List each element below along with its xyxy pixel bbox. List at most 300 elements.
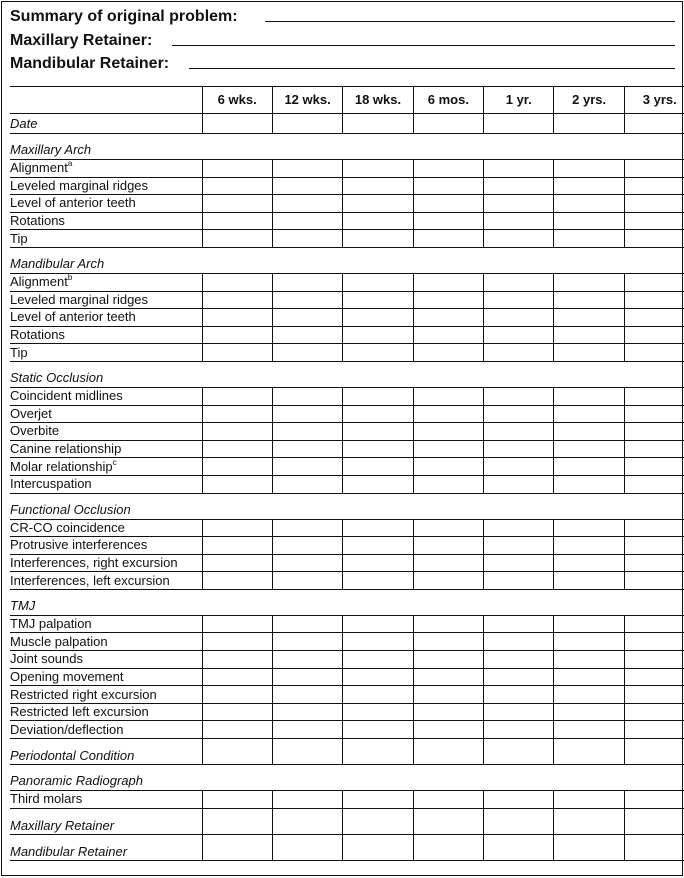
entry-cell[interactable] (413, 387, 483, 405)
entry-cell[interactable] (554, 721, 624, 739)
entry-cell[interactable] (343, 703, 413, 721)
entry-cell[interactable] (554, 440, 624, 458)
entry-cell[interactable] (272, 195, 342, 213)
entry-cell[interactable] (413, 273, 483, 291)
table-row (10, 572, 684, 590)
entry-cell[interactable] (484, 721, 554, 739)
entry-cell[interactable] (624, 326, 684, 344)
section-spacer (202, 493, 272, 519)
entry-cell[interactable] (413, 651, 483, 669)
section-spacer (343, 589, 413, 615)
entry-cell[interactable] (484, 572, 554, 590)
entry-cell[interactable] (554, 686, 624, 704)
entry-cell[interactable] (272, 309, 342, 327)
entry-cell[interactable] (484, 808, 554, 834)
entry-cell[interactable] (413, 721, 483, 739)
entry-cell[interactable] (343, 808, 413, 834)
entry-cell[interactable] (343, 686, 413, 704)
entry-cell[interactable] (484, 834, 554, 860)
retention-checklist-table (10, 86, 684, 861)
entry-cell[interactable] (413, 808, 483, 834)
entry-cell[interactable] (624, 572, 684, 590)
entry-cell[interactable] (554, 230, 624, 248)
column-header-row (10, 87, 684, 114)
entry-cell[interactable] (343, 519, 413, 537)
entry-cell[interactable] (484, 615, 554, 633)
entry-cell[interactable] (624, 537, 684, 555)
entry-cell[interactable] (272, 458, 342, 476)
entry-cell[interactable] (413, 212, 483, 230)
entry-cell[interactable] (624, 177, 684, 195)
entry-cell[interactable] (272, 572, 342, 590)
entry-cell[interactable] (484, 519, 554, 537)
entry-cell[interactable] (484, 668, 554, 686)
entry-cell[interactable] (413, 572, 483, 590)
entry-cell[interactable] (413, 405, 483, 423)
section-spacer (343, 765, 413, 791)
entry-cell[interactable] (272, 273, 342, 291)
entry-cell[interactable] (272, 423, 342, 441)
entry-cell[interactable] (624, 519, 684, 537)
entry-cell[interactable] (624, 554, 684, 572)
entry-cell[interactable] (343, 114, 413, 134)
entry-cell[interactable] (624, 615, 684, 633)
entry-cell[interactable] (272, 537, 342, 555)
row-label-text: Interferences, left excursion (10, 572, 170, 588)
entry-cell[interactable] (554, 703, 624, 721)
entry-cell[interactable] (484, 309, 554, 327)
entry-cell[interactable] (554, 537, 624, 555)
entry-cell[interactable] (272, 651, 342, 669)
row-label (10, 212, 202, 230)
entry-cell[interactable] (272, 668, 342, 686)
entry-cell[interactable] (343, 834, 413, 860)
entry-cell[interactable] (554, 554, 624, 572)
entry-cell[interactable] (554, 791, 624, 809)
entry-cell[interactable] (343, 405, 413, 423)
entry-cell[interactable] (202, 344, 272, 362)
section-spacer (272, 765, 342, 791)
table-row (10, 326, 684, 344)
entry-cell[interactable] (272, 387, 342, 405)
entry-cell[interactable] (202, 739, 272, 765)
entry-cell[interactable] (413, 703, 483, 721)
table-row (10, 686, 684, 704)
entry-cell[interactable] (554, 195, 624, 213)
row-label-text: Third molars (10, 791, 83, 807)
entry-cell[interactable] (413, 440, 483, 458)
entry-cell[interactable] (624, 387, 684, 405)
entry-cell[interactable] (624, 344, 684, 362)
entry-cell[interactable] (343, 230, 413, 248)
entry-cell[interactable] (202, 475, 272, 493)
entry-cell[interactable] (554, 739, 624, 765)
entry-cell[interactable] (343, 554, 413, 572)
entry-cell[interactable] (202, 458, 272, 476)
entry-cell[interactable] (202, 387, 272, 405)
table-row (10, 721, 684, 739)
entry-cell[interactable] (484, 291, 554, 309)
section-header-maxillary (10, 134, 684, 160)
column-header: 6 wks. (202, 87, 272, 114)
mandibular-retainer-field[interactable] (189, 68, 675, 69)
entry-cell[interactable] (624, 739, 684, 765)
table-row (10, 475, 684, 493)
entry-cell[interactable] (484, 651, 554, 669)
row-label (10, 721, 202, 739)
entry-cell[interactable] (484, 405, 554, 423)
entry-cell[interactable] (343, 423, 413, 441)
entry-cell[interactable] (343, 273, 413, 291)
row-label-text: Date (10, 115, 38, 131)
entry-cell[interactable] (413, 554, 483, 572)
entry-cell[interactable] (202, 212, 272, 230)
entry-cell[interactable] (202, 651, 272, 669)
entry-cell[interactable] (272, 721, 342, 739)
footnote-marker: c (112, 457, 117, 467)
entry-cell[interactable] (202, 291, 272, 309)
entry-cell[interactable] (272, 475, 342, 493)
row-label-text: Interferences, right excursion (10, 554, 178, 570)
entry-cell[interactable] (343, 160, 413, 178)
section-title: Mandibular Arch (10, 247, 202, 273)
entry-cell[interactable] (554, 519, 624, 537)
entry-cell[interactable] (624, 633, 684, 651)
entry-cell[interactable] (484, 440, 554, 458)
entry-cell[interactable] (554, 309, 624, 327)
mandibular-retainer-label: Mandibular Retainer: (10, 55, 170, 72)
row-label (10, 326, 202, 344)
entry-cell[interactable] (343, 572, 413, 590)
entry-cell[interactable] (343, 458, 413, 476)
entry-cell[interactable] (554, 273, 624, 291)
entry-cell[interactable] (624, 721, 684, 739)
section-header-panoramic (10, 765, 684, 791)
section-spacer (202, 589, 272, 615)
section-spacer (413, 589, 483, 615)
entry-cell[interactable] (272, 344, 342, 362)
entry-cell[interactable] (343, 739, 413, 765)
entry-cell[interactable] (484, 195, 554, 213)
section-spacer (484, 765, 554, 791)
entry-cell[interactable] (624, 230, 684, 248)
entry-cell[interactable] (554, 114, 624, 134)
entry-cell[interactable] (202, 686, 272, 704)
entry-cell[interactable] (272, 703, 342, 721)
entry-cell[interactable] (413, 195, 483, 213)
entry-cell[interactable] (413, 615, 483, 633)
entry-cell[interactable] (484, 458, 554, 476)
entry-cell[interactable] (554, 405, 624, 423)
entry-cell[interactable] (484, 177, 554, 195)
entry-cell[interactable] (484, 114, 554, 134)
row-label-text: Rotations (10, 213, 65, 229)
entry-cell[interactable] (413, 633, 483, 651)
entry-cell[interactable] (413, 309, 483, 327)
entry-cell[interactable] (202, 423, 272, 441)
maxillary-retainer-label: Maxillary Retainer: (10, 32, 153, 49)
entry-cell[interactable] (343, 326, 413, 344)
entry-cell[interactable] (272, 212, 342, 230)
entry-cell[interactable] (624, 195, 684, 213)
entry-cell[interactable] (202, 114, 272, 134)
entry-cell[interactable] (272, 326, 342, 344)
row-label (10, 160, 202, 178)
entry-cell[interactable] (272, 177, 342, 195)
entry-cell[interactable] (484, 554, 554, 572)
entry-cell[interactable] (272, 633, 342, 651)
section-spacer (343, 247, 413, 273)
section-spacer (413, 361, 483, 387)
entry-cell[interactable] (272, 519, 342, 537)
entry-cell[interactable] (272, 440, 342, 458)
entry-cell[interactable] (624, 309, 684, 327)
entry-cell[interactable] (484, 686, 554, 704)
entry-cell[interactable] (272, 114, 342, 134)
entry-cell[interactable] (554, 633, 624, 651)
entry-cell[interactable] (343, 651, 413, 669)
entry-cell[interactable] (343, 633, 413, 651)
entry-cell[interactable] (554, 668, 624, 686)
section-row-max-retainer (10, 808, 684, 834)
section-spacer (272, 589, 342, 615)
row-label (10, 572, 202, 590)
entry-cell[interactable] (202, 808, 272, 834)
entry-cell[interactable] (413, 423, 483, 441)
entry-cell[interactable] (343, 721, 413, 739)
entry-cell[interactable] (484, 387, 554, 405)
entry-cell[interactable] (554, 326, 624, 344)
entry-cell[interactable] (413, 537, 483, 555)
entry-cell[interactable] (413, 114, 483, 134)
entry-cell[interactable] (202, 405, 272, 423)
entry-cell[interactable] (554, 808, 624, 834)
entry-cell[interactable] (484, 326, 554, 344)
entry-cell[interactable] (343, 475, 413, 493)
maxillary-retainer-field[interactable] (172, 45, 675, 46)
entry-cell[interactable] (272, 554, 342, 572)
section-spacer (272, 361, 342, 387)
section-spacer (624, 493, 684, 519)
entry-cell[interactable] (413, 834, 483, 860)
entry-cell[interactable] (343, 440, 413, 458)
entry-cell[interactable] (413, 475, 483, 493)
entry-cell[interactable] (202, 633, 272, 651)
entry-cell[interactable] (413, 458, 483, 476)
entry-cell[interactable] (202, 572, 272, 590)
entry-cell[interactable] (413, 739, 483, 765)
section-spacer (554, 765, 624, 791)
entry-cell[interactable] (484, 344, 554, 362)
entry-cell[interactable] (413, 230, 483, 248)
entry-cell[interactable] (484, 739, 554, 765)
entry-cell[interactable] (554, 212, 624, 230)
entry-cell[interactable] (554, 291, 624, 309)
entry-cell[interactable] (624, 405, 684, 423)
entry-cell[interactable] (624, 160, 684, 178)
section-spacer (554, 493, 624, 519)
entry-cell[interactable] (413, 160, 483, 178)
row-label (10, 615, 202, 633)
entry-cell[interactable] (413, 686, 483, 704)
entry-cell[interactable] (624, 273, 684, 291)
table-row (10, 230, 684, 248)
row-label-text: Overbite (10, 423, 60, 439)
entry-cell[interactable] (484, 537, 554, 555)
entry-cell[interactable] (624, 808, 684, 834)
entry-cell[interactable] (624, 114, 684, 134)
entry-cell[interactable] (272, 739, 342, 765)
entry-cell[interactable] (343, 291, 413, 309)
row-label (10, 177, 202, 195)
table-row (10, 615, 684, 633)
entry-cell[interactable] (413, 791, 483, 809)
section-title: Functional Occlusion (10, 493, 202, 519)
section-row-mand-retainer (10, 834, 684, 860)
section-title: Panoramic Radiograph (10, 765, 202, 791)
table-row (10, 651, 684, 669)
entry-cell[interactable] (554, 651, 624, 669)
entry-cell[interactable] (202, 721, 272, 739)
entry-cell[interactable] (554, 423, 624, 441)
entry-cell[interactable] (202, 615, 272, 633)
section-title: Maxillary Arch (10, 134, 202, 160)
entry-cell[interactable] (272, 230, 342, 248)
table-row (10, 519, 684, 537)
entry-cell[interactable] (272, 686, 342, 704)
row-label-text: Joint sounds (10, 651, 83, 667)
section-spacer (554, 134, 624, 160)
entry-cell[interactable] (202, 177, 272, 195)
entry-cell[interactable] (343, 387, 413, 405)
entry-cell[interactable] (554, 834, 624, 860)
entry-cell[interactable] (484, 160, 554, 178)
entry-cell[interactable] (624, 291, 684, 309)
entry-cell[interactable] (554, 160, 624, 178)
entry-cell[interactable] (202, 668, 272, 686)
section-spacer (202, 247, 272, 273)
entry-cell[interactable] (624, 458, 684, 476)
header-corner (10, 87, 202, 114)
entry-cell[interactable] (343, 791, 413, 809)
entry-cell[interactable] (484, 230, 554, 248)
entry-cell[interactable] (484, 475, 554, 493)
row-label (10, 423, 202, 441)
entry-cell[interactable] (343, 177, 413, 195)
entry-cell[interactable] (272, 791, 342, 809)
entry-cell[interactable] (343, 195, 413, 213)
entry-cell[interactable] (624, 440, 684, 458)
entry-cell[interactable] (413, 291, 483, 309)
entry-cell[interactable] (202, 273, 272, 291)
entry-cell[interactable] (554, 615, 624, 633)
row-label (10, 273, 202, 291)
entry-cell[interactable] (343, 212, 413, 230)
section-header-tmj (10, 589, 684, 615)
entry-cell[interactable] (484, 273, 554, 291)
entry-cell[interactable] (554, 344, 624, 362)
entry-cell[interactable] (272, 615, 342, 633)
entry-cell[interactable] (554, 458, 624, 476)
table-row (10, 160, 684, 178)
entry-cell[interactable] (624, 212, 684, 230)
entry-cell[interactable] (343, 309, 413, 327)
entry-cell[interactable] (202, 326, 272, 344)
entry-cell[interactable] (413, 326, 483, 344)
entry-cell[interactable] (624, 791, 684, 809)
entry-cell[interactable] (484, 423, 554, 441)
entry-cell[interactable] (624, 475, 684, 493)
entry-cell[interactable] (202, 554, 272, 572)
entry-cell[interactable] (202, 703, 272, 721)
entry-cell[interactable] (272, 834, 342, 860)
entry-cell[interactable] (343, 668, 413, 686)
table-row (10, 291, 684, 309)
entry-cell[interactable] (272, 160, 342, 178)
row-label (10, 668, 202, 686)
entry-cell[interactable] (343, 615, 413, 633)
entry-cell[interactable] (272, 291, 342, 309)
entry-cell[interactable] (272, 808, 342, 834)
entry-cell[interactable] (343, 344, 413, 362)
entry-cell[interactable] (202, 160, 272, 178)
row-label-text: TMJ palpation (10, 616, 92, 632)
entry-cell[interactable] (413, 177, 483, 195)
entry-cell[interactable] (202, 519, 272, 537)
entry-cell[interactable] (202, 834, 272, 860)
entry-cell[interactable] (484, 791, 554, 809)
entry-cell[interactable] (484, 212, 554, 230)
entry-cell[interactable] (202, 309, 272, 327)
entry-cell[interactable] (413, 519, 483, 537)
entry-cell[interactable] (413, 668, 483, 686)
section-spacer (272, 247, 342, 273)
entry-cell[interactable] (272, 405, 342, 423)
entry-cell[interactable] (202, 791, 272, 809)
summary-field[interactable] (265, 21, 675, 22)
entry-cell[interactable] (624, 686, 684, 704)
entry-cell[interactable] (624, 423, 684, 441)
footnote-marker: a (67, 159, 73, 169)
entry-cell[interactable] (202, 440, 272, 458)
entry-cell[interactable] (413, 344, 483, 362)
entry-cell[interactable] (484, 703, 554, 721)
entry-cell[interactable] (554, 177, 624, 195)
entry-cell[interactable] (554, 572, 624, 590)
entry-cell[interactable] (202, 195, 272, 213)
entry-cell[interactable] (554, 475, 624, 493)
entry-cell[interactable] (202, 537, 272, 555)
column-header: 2 yrs. (554, 87, 624, 114)
section-header-mandibular (10, 247, 684, 273)
entry-cell[interactable] (624, 703, 684, 721)
footnote-marker: b (67, 273, 73, 283)
checklist-body (10, 114, 684, 861)
entry-cell[interactable] (624, 834, 684, 860)
section-header-static (10, 361, 684, 387)
row-label (10, 458, 202, 476)
row-label-text: Alignment (10, 274, 68, 290)
entry-cell[interactable] (554, 387, 624, 405)
entry-cell[interactable] (624, 651, 684, 669)
entry-cell[interactable] (484, 633, 554, 651)
column-header: 18 wks. (343, 87, 413, 114)
entry-cell[interactable] (202, 230, 272, 248)
section-spacer (413, 765, 483, 791)
entry-cell[interactable] (343, 537, 413, 555)
section-spacer (554, 361, 624, 387)
entry-cell[interactable] (624, 668, 684, 686)
